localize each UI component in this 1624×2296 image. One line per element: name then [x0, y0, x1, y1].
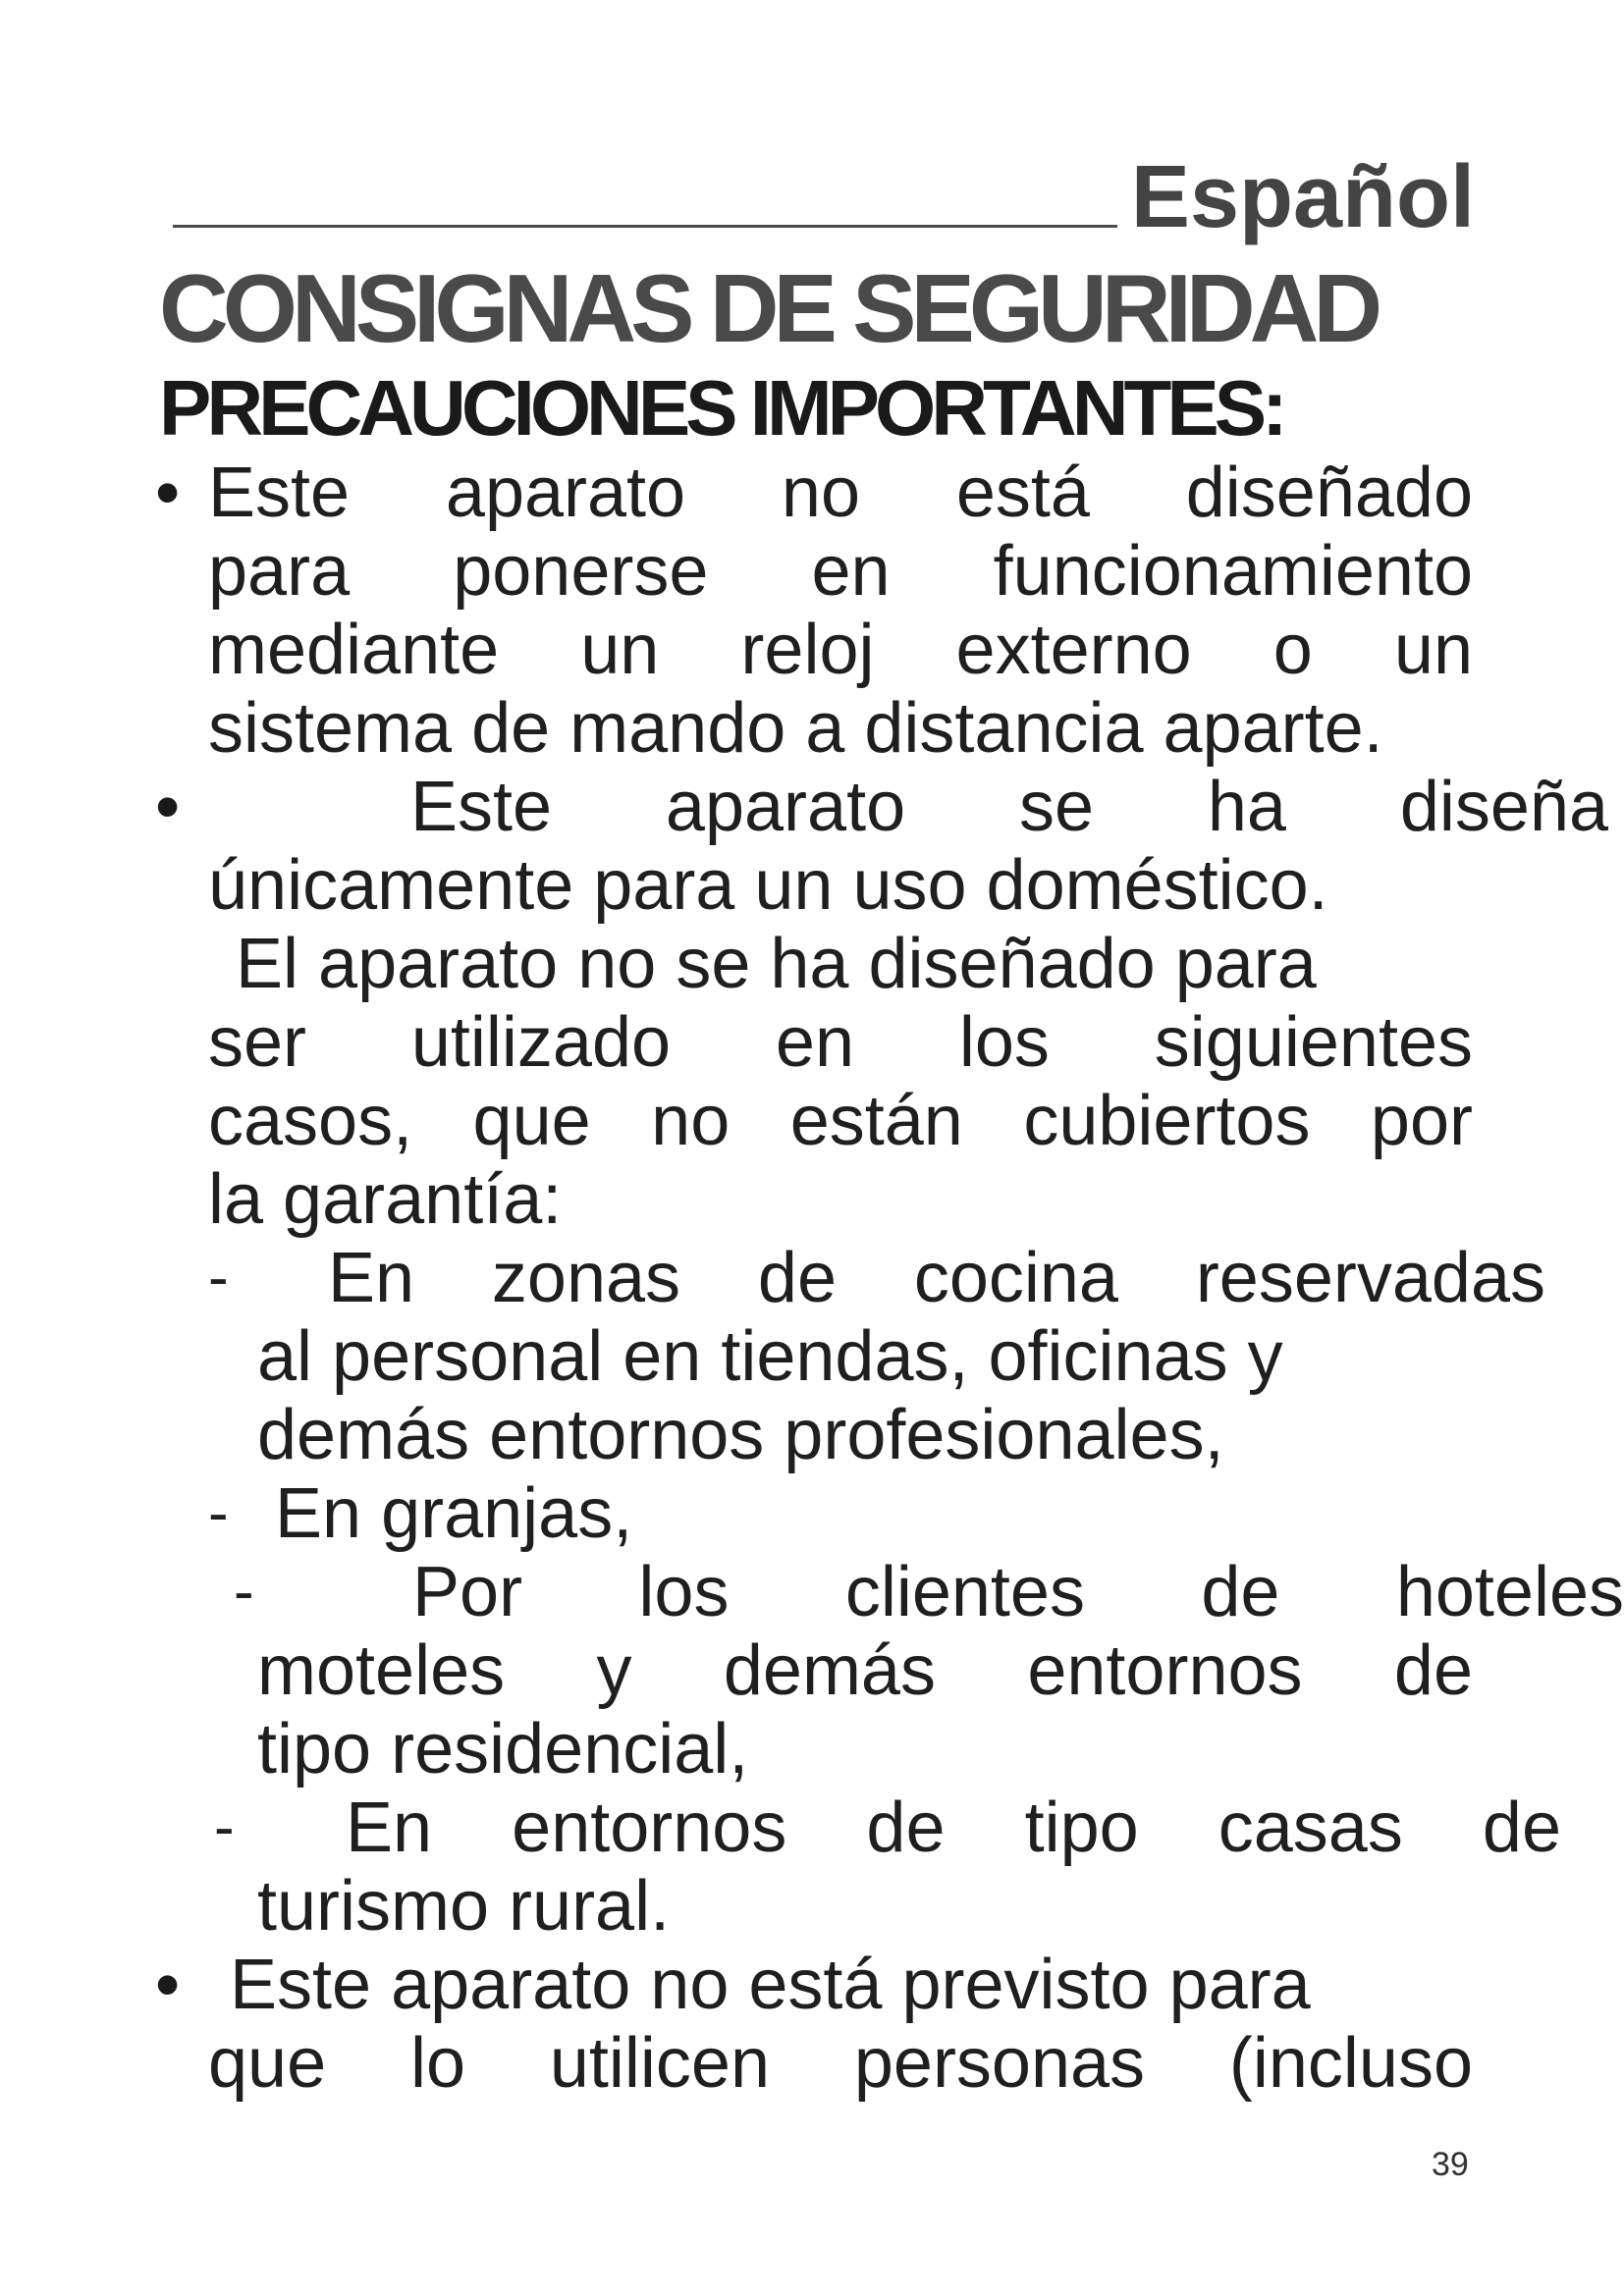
subitem-4-line-1: En entornos de tipo casas de: [346, 1789, 1561, 1867]
bullet-marker: •: [155, 1946, 181, 2024]
bullet-3-line-1: Este aparato no está previsto para: [230, 1946, 1311, 2024]
dash-marker: -: [214, 1793, 235, 1861]
section-subtitle: PRECAUCIONES IMPORTANTES:: [159, 364, 1283, 452]
subitem-1-line-3: demás entornos profesionales,: [257, 1396, 1224, 1474]
bullet-2-line-6: la garantía:: [208, 1160, 563, 1239]
subitem-1-line-1: En zonas de cocina reservadas: [328, 1239, 1545, 1317]
bullet-2-line-1: Este aparato se ha diseña: [410, 768, 1608, 846]
subitem-3-line-3: tipo residencial,: [257, 1710, 749, 1789]
bullet-2-line-3: El aparato no se ha diseñado para: [236, 925, 1317, 1003]
bullet-2-line-2: únicamente para un uso doméstico.: [208, 846, 1328, 925]
subitem-3-line-1: Por los clientes de hoteles: [412, 1553, 1624, 1631]
dash-marker: -: [234, 1558, 254, 1626]
bullet-1-line-3: mediante un reloj externo o un: [208, 611, 1473, 689]
bullet-2-line-4: ser utilizado en los siguientes: [208, 1003, 1473, 1082]
page-number: 39: [1432, 2146, 1469, 2183]
subitem-2-line-1: En granjas,: [275, 1474, 633, 1553]
bullet-1-line-2: para ponerse en funcionamiento: [208, 532, 1473, 611]
bullet-marker: •: [155, 768, 181, 846]
dash-marker: -: [208, 1479, 229, 1547]
subitem-3-line-2: moteles y demás entornos de: [257, 1631, 1473, 1710]
bullet-1-line-4: sistema de mando a distancia aparte.: [208, 689, 1383, 768]
bullet-marker: •: [155, 454, 181, 532]
bullet-3-line-2: que lo utilicen personas (incluso: [208, 2024, 1473, 2103]
bullet-2-line-5: casos, que no están cubiertos por: [208, 1082, 1473, 1160]
subitem-1-line-2: al personal en tiendas, oficinas y: [257, 1317, 1283, 1396]
language-label: Español: [1130, 148, 1475, 246]
bullet-1-line-1: Este aparato no está diseñado: [208, 454, 1473, 532]
page-title: CONSIGNAS DE SEGURIDAD: [159, 254, 1378, 362]
subitem-4-line-2: turismo rural.: [257, 1867, 671, 1946]
header-rule: [173, 225, 1117, 228]
dash-marker: -: [208, 1244, 229, 1311]
